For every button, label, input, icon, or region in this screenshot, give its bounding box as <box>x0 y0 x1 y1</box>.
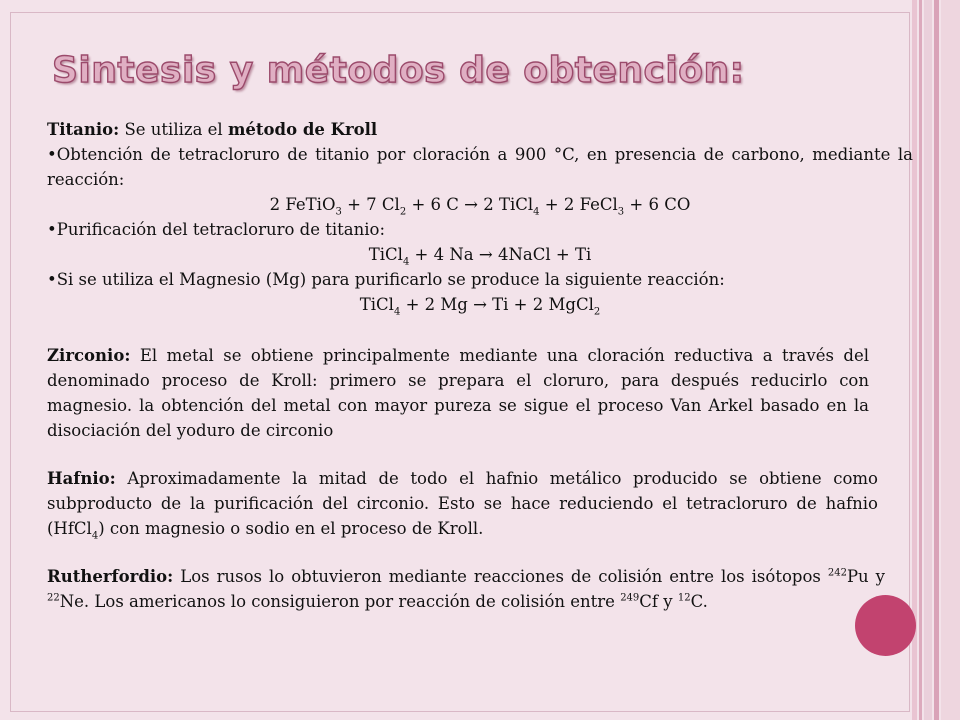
titanio-section <box>47 117 913 317</box>
rf-text-2: Pu y <box>846 567 886 586</box>
rf-text-4: Cf y <box>639 592 673 611</box>
decor-stripe <box>941 0 960 720</box>
rf-text-1: Los rusos lo obtuvieron mediante reacciones de colisión entre los isótopos <box>180 567 821 586</box>
zirconio-label: Zirconio: <box>47 346 131 365</box>
zirconio-section <box>47 343 869 443</box>
titanio-reaction-3: TiCl$_4$ + 2 Mg → Ti + 2 MgCl$_2$ <box>359 295 601 318</box>
bullet-2-text: Purificación del tetracloruro de titanio: <box>56 220 386 239</box>
hafnio-section <box>47 466 878 541</box>
hafnio-paragraph <box>47 466 878 541</box>
rf-text-3: Ne. Los americanos lo consiguieron por reacción de colisión entre <box>59 592 615 611</box>
titanio-bullet-1: •Obtención de tetracloruro de titanio por cloración a 900 °C, en presencia de carbono, mediante la reacción: <box>47 145 913 189</box>
decor-stripe <box>924 0 932 720</box>
rutherfordio-label: Rutherfordio: <box>47 567 174 586</box>
decorative-circle <box>855 595 916 656</box>
bullet-3-text: Si se utiliza el Magnesio (Mg) para purificarlo se produce la siguiente reacción: <box>56 270 725 289</box>
titanio-bullet-2: •Purificación del tetracloruro de titanio: <box>47 220 386 239</box>
titanio-label: Titanio: <box>47 120 120 139</box>
rf-text-5: C. <box>690 592 708 611</box>
zirconio-paragraph <box>47 343 869 443</box>
hafnio-sub: 4 <box>91 530 99 542</box>
hafnio-text-1: Aproximadamente la mitad de todo el hafnio metálico producido se obtiene como subproducto de la purificación del circonio. Esto se hace reduciendo el tetracloruro de hafnio (HfCl <box>47 469 878 538</box>
bullet-1-text: Obtención de tetracloruro de titanio por cloración a 900 °C, en presencia de carbono, mediante la reacción: <box>47 145 913 189</box>
titanio-method: método de Kroll <box>227 120 378 139</box>
titanio-heading <box>47 117 913 142</box>
rf-sup-1: 242 <box>827 567 847 579</box>
hafnio-label: Hafnio: <box>47 469 116 488</box>
zirconio-text: El metal se obtiene principalmente mediante una cloración reductiva a través del denominado proceso de Kroll: primero se prepara el cloruro, para después reducirlo con magnesio. la obtención del metal con mayor pureza se sigue el proceso Van Arkel basado en la disociación del yoduro de circonio <box>47 346 869 440</box>
rf-sup-4: 12 <box>677 592 691 604</box>
decor-stripe <box>919 0 922 720</box>
rf-sup-3: 249 <box>620 592 640 604</box>
titanio-reaction-2: TiCl$_4$ + 4 Na → 4NaCl + Ti <box>368 245 592 268</box>
rutherfordio-paragraph <box>47 564 885 614</box>
hafnio-text-2: ) con magnesio o sodio en el proceso de Kroll. <box>98 519 484 538</box>
slide-title: Sintesis y métodos de obtención: <box>52 50 745 91</box>
titanio-reaction-1: 2 FeTiO$_3$ + 7 $Cl_2 + 6$ C → 2 TiCl$_4$ + 2 FeCl$_3$ + 6 CO <box>269 195 691 218</box>
rutherfordio-section <box>47 564 885 614</box>
rf-sup-2: 22 <box>47 592 60 604</box>
titanio-bullet-3: •Si se utiliza el Magnesio (Mg) para purificarlo se produce la siguiente reacción: <box>47 270 725 289</box>
titanio-intro: Se utiliza el <box>124 120 223 139</box>
decor-stripe <box>934 0 939 720</box>
